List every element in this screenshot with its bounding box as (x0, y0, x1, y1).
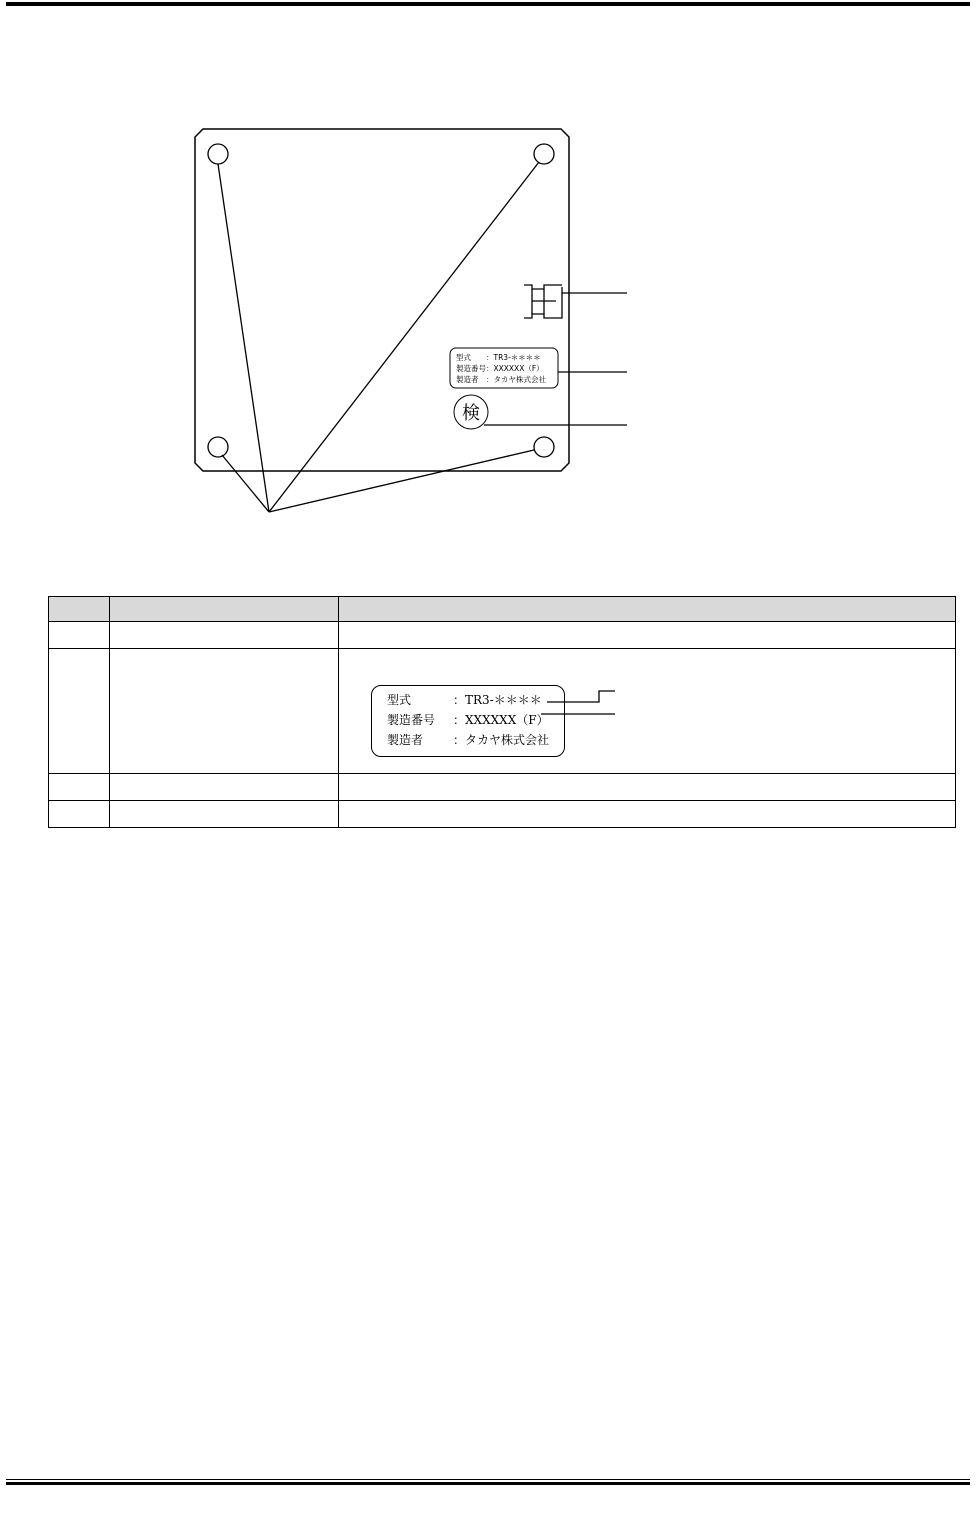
label-plate-model-text: 型式 ：TR3-＊＊＊＊ (456, 353, 541, 362)
cell-no (49, 649, 110, 774)
column-header-description (339, 597, 956, 622)
nameplate-maker-line (387, 730, 564, 750)
nameplate-model-value: ：TR3-＊＊＊＊ (453, 693, 542, 707)
nameplate-figure (371, 685, 671, 773)
mounting-hole-top-right (534, 144, 554, 164)
footer-rule (6, 1479, 970, 1485)
nameplate-maker-value: ：タカヤ株式会社 (453, 733, 550, 747)
table-row (49, 801, 956, 828)
cell-name (110, 622, 339, 649)
connector-icon (524, 285, 562, 318)
table-row (49, 622, 956, 649)
nameplate-model-line (387, 690, 564, 710)
mounting-hole-top-left (208, 144, 228, 164)
cell-no (49, 801, 110, 828)
mounting-hole-bottom-left (208, 437, 228, 457)
cell-description (339, 801, 956, 828)
table-row (49, 649, 956, 774)
nameplate-serial-value: ：XXXXXX（F） (453, 713, 549, 727)
cell-no (49, 774, 110, 801)
nameplate-model-key: 型式 (387, 693, 412, 707)
cell-description-nameplate (339, 649, 956, 774)
cell-name (110, 774, 339, 801)
nameplate-maker-key: 製造者 (387, 733, 424, 747)
table-row (49, 774, 956, 801)
hole-leader-lines (218, 162, 539, 512)
cell-name (110, 649, 339, 774)
cell-description (339, 774, 956, 801)
mounting-hole-bottom-right (534, 437, 554, 457)
column-header-name (110, 597, 339, 622)
inspection-mark-text: 検 (462, 403, 480, 424)
nameplate-serial-line (387, 710, 564, 730)
column-header-no (49, 597, 110, 622)
label-plate-maker-text: 製造者 ：タカヤ株式会社 (456, 375, 546, 384)
cell-description (339, 622, 956, 649)
cell-name (110, 801, 339, 828)
device-back-view-drawing (0, 0, 976, 560)
device-outline (195, 129, 569, 471)
nameplate-serial-key: 製造番号 (387, 713, 436, 727)
parts-table (48, 596, 956, 828)
label-plate-serial-text: 製造番号：XXXXXX（F） (456, 364, 544, 373)
cell-no (49, 622, 110, 649)
table-header-row (49, 597, 956, 622)
nameplate (371, 685, 565, 757)
